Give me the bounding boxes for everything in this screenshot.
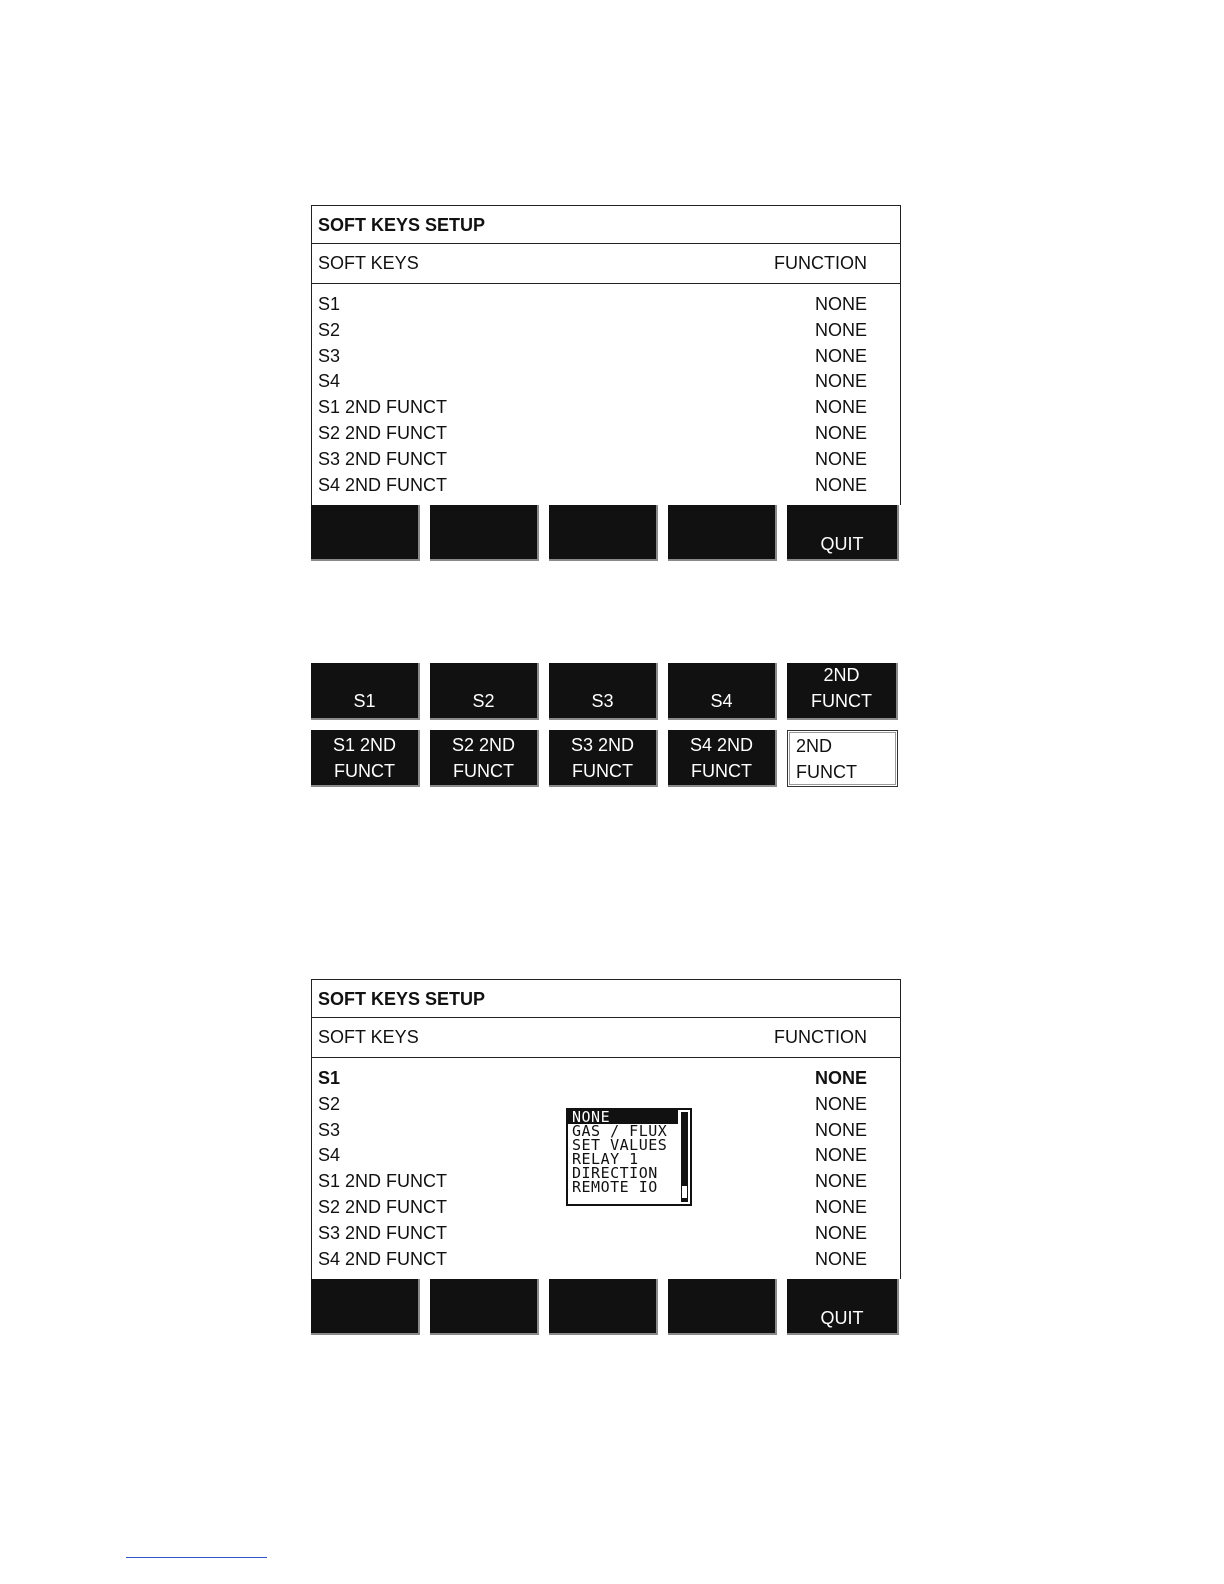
- setup-panel: [311, 205, 901, 505]
- dropdown-option[interactable]: SET VALUES: [572, 1138, 668, 1152]
- function-value: NONE: [814, 345, 867, 366]
- softkey-4[interactable]: [668, 1279, 777, 1335]
- list-item[interactable]: [312, 318, 900, 344]
- dropdown-scrollbar[interactable]: [681, 1112, 688, 1202]
- list-item[interactable]: [312, 1247, 900, 1273]
- list-item[interactable]: [312, 292, 900, 318]
- column-header: [312, 1018, 900, 1058]
- list-item[interactable]: [312, 447, 900, 473]
- soft-key-name: S1: [318, 1068, 341, 1088]
- function-value: NONE: [814, 1196, 867, 1217]
- function-value: NONE: [814, 371, 867, 392]
- dropdown-option[interactable]: GAS / FLUX: [572, 1124, 668, 1138]
- key-label-line2: FUNCT: [691, 760, 752, 781]
- soft-key-layout: [311, 663, 901, 787]
- key-label-line2: S2: [472, 691, 495, 711]
- quit-button[interactable]: QUIT: [787, 505, 899, 561]
- quit-button[interactable]: QUIT: [787, 1279, 899, 1335]
- key-label-line1: 2ND: [796, 735, 833, 756]
- key-label-line2: FUNCT: [453, 760, 514, 781]
- key-label-line2: S1: [353, 691, 376, 711]
- function-value: NONE: [814, 1248, 867, 1269]
- key-label-line2: FUNCT: [811, 691, 872, 711]
- header-function: FUNCTION: [774, 1027, 867, 1047]
- soft-key-name: S4: [318, 371, 341, 392]
- softkey-1[interactable]: [311, 505, 420, 561]
- key-label-line2: S4: [710, 691, 733, 711]
- function-value: NONE: [814, 1222, 867, 1243]
- s2-key[interactable]: [430, 663, 539, 720]
- function-value: NONE: [814, 448, 867, 469]
- softkey-3[interactable]: [549, 505, 658, 561]
- function-value: NONE: [814, 1093, 867, 1114]
- key-label-line2: S3: [591, 691, 614, 711]
- softkey-2[interactable]: [430, 1279, 539, 1335]
- function-value: NONE: [814, 1171, 867, 1192]
- dropdown-option[interactable]: DIRECTION: [572, 1166, 658, 1180]
- list-item[interactable]: [312, 421, 900, 447]
- column-header: [312, 244, 900, 284]
- s4-key[interactable]: [668, 663, 777, 720]
- function-value: NONE: [814, 422, 867, 443]
- list-item[interactable]: [312, 395, 900, 421]
- soft-key-name: S1 2ND FUNCT: [318, 397, 448, 418]
- key-label-line1: S1 2ND: [332, 734, 397, 755]
- screen-title: SOFT KEYS SETUP: [312, 206, 900, 244]
- keypad-row-primary: [311, 663, 901, 720]
- softkey-3[interactable]: [549, 1279, 658, 1335]
- softkey-1[interactable]: [311, 1279, 420, 1335]
- s3-2nd-funct-key[interactable]: [549, 730, 658, 787]
- softkey-bar: [311, 1279, 901, 1335]
- key-label-line1: S2 2ND: [451, 734, 516, 755]
- 2nd-funct-key[interactable]: [787, 663, 898, 720]
- s1-2nd-funct-key[interactable]: [311, 730, 420, 787]
- header-function: FUNCTION: [774, 253, 867, 273]
- function-value: NONE: [814, 1145, 867, 1166]
- key-label-line1: 2ND: [823, 665, 860, 685]
- soft-key-name: S4 2ND FUNCT: [318, 1248, 448, 1269]
- function-value: NONE: [814, 474, 867, 495]
- list-item[interactable]: [312, 473, 900, 499]
- key-label-line1: S4 2ND: [689, 734, 754, 755]
- softkey-bar: [311, 505, 901, 561]
- s1-key[interactable]: [311, 663, 420, 720]
- list-item[interactable]: [312, 1221, 900, 1247]
- soft-key-name: S2 2ND FUNCT: [318, 422, 448, 443]
- header-soft-keys: SOFT KEYS: [318, 253, 419, 273]
- dropdown-option[interactable]: RELAY 1: [572, 1152, 639, 1166]
- softkey-4[interactable]: [668, 505, 777, 561]
- function-dropdown[interactable]: [566, 1108, 692, 1206]
- soft-keys-setup-screen-1: [311, 205, 901, 561]
- function-value: NONE: [814, 294, 867, 314]
- soft-key-name: S2 2ND FUNCT: [318, 1196, 448, 1217]
- header-soft-keys: SOFT KEYS: [318, 1027, 419, 1047]
- key-label-line2: FUNCT: [572, 760, 633, 781]
- dropdown-option[interactable]: REMOTE IO: [572, 1180, 658, 1194]
- list-item[interactable]: [312, 369, 900, 395]
- s4-2nd-funct-key[interactable]: [668, 730, 777, 787]
- soft-key-name: S3 2ND FUNCT: [318, 448, 448, 469]
- s2-2nd-funct-key[interactable]: [430, 730, 539, 787]
- soft-key-list: [312, 284, 900, 498]
- s3-key[interactable]: [549, 663, 658, 720]
- softkey-2[interactable]: [430, 505, 539, 561]
- function-value: NONE: [814, 1068, 867, 1088]
- soft-key-name: S2: [318, 1093, 341, 1114]
- scrollbar-thumb[interactable]: [682, 1186, 687, 1198]
- soft-key-name: S3 2ND FUNCT: [318, 1222, 448, 1243]
- soft-key-name: S3: [318, 1119, 341, 1140]
- soft-key-name: S4 2ND FUNCT: [318, 474, 448, 495]
- list-item[interactable]: [312, 344, 900, 370]
- function-value: NONE: [814, 319, 867, 340]
- function-value: NONE: [814, 397, 867, 418]
- function-value: NONE: [814, 1119, 867, 1140]
- key-label-line1: S3 2ND: [570, 734, 635, 755]
- soft-key-name: S3: [318, 345, 341, 366]
- footnote-divider: [126, 1557, 267, 1558]
- list-item-selected[interactable]: [312, 1066, 900, 1092]
- key-label-line2: FUNCT: [796, 761, 857, 782]
- keypad-row-secondary: [311, 730, 901, 787]
- soft-key-name: S2: [318, 319, 341, 340]
- soft-key-name: S1 2ND FUNCT: [318, 1171, 448, 1192]
- soft-key-name: S4: [318, 1145, 341, 1166]
- dropdown-option-highlighted[interactable]: NONE: [568, 1110, 678, 1124]
- screen-title: SOFT KEYS SETUP: [312, 980, 900, 1018]
- 2nd-funct-active-key[interactable]: [787, 730, 898, 787]
- soft-key-name: S1: [318, 294, 341, 314]
- key-label-line2: FUNCT: [334, 760, 395, 781]
